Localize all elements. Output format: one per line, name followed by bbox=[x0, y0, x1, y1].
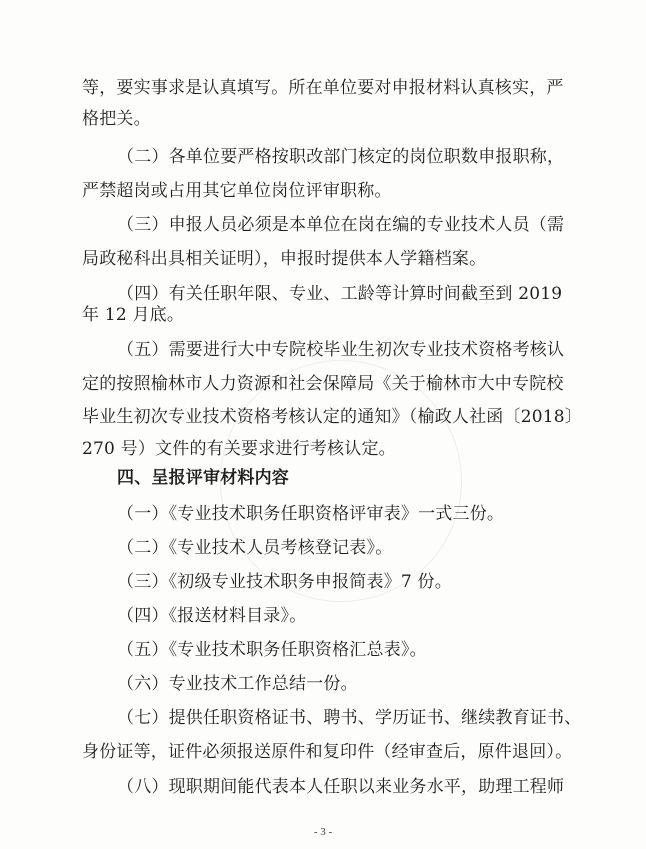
section-heading: 四、呈报评审材料内容 bbox=[117, 468, 289, 488]
text-line: （五）需要进行大中专院校毕业生初次专业技术资格考核认 bbox=[117, 340, 565, 360]
list-item: （四）《报送材料目录》。 bbox=[117, 606, 307, 626]
list-item: （五）《专业技术职务任职资格汇总表》。 bbox=[117, 640, 427, 660]
text-line: 定的按照榆林市人力资源和社会保障局《关于榆林市大中专院校 bbox=[82, 374, 564, 394]
list-item: （六）专业技术工作总结一份。 bbox=[117, 674, 358, 694]
list-item: 身份证等，证件必须报送原件和复印件（经审查后，原件退回）。 bbox=[82, 742, 573, 762]
text-line: 毕业生初次专业技术资格考核认定的通知》（榆政人社函〔2018〕 bbox=[82, 407, 582, 427]
text-line: 等，要实事求是认真填写。所在单位要对申报材料认真核实，严 bbox=[82, 78, 564, 98]
list-item: （三）《初级专业技术职务申报简表》7 份。 bbox=[117, 572, 452, 592]
text-line: 格把关。 bbox=[82, 109, 151, 129]
text-line: 严禁超岗或占用其它单位岗位评审职称。 bbox=[82, 181, 392, 201]
text-line: 年 12 月底。 bbox=[82, 305, 185, 325]
text-line: 270 号）文件的有关要求进行考核认定。 bbox=[82, 439, 396, 459]
text-line: 局政秘科出具相关证明），申报时提供本人学籍档案。 bbox=[82, 249, 487, 269]
text-line: （二）各单位要严格按职改部门核定的岗位职数申报职称， bbox=[117, 147, 565, 167]
list-item: （一）《专业技术职务任职资格评审表》一式三份。 bbox=[117, 504, 505, 524]
page-number: - 3 - bbox=[313, 826, 333, 838]
text-line: （四）有关任职年限、专业、工龄等计算时间截至到 2019 bbox=[117, 284, 563, 304]
list-item: （八）现职期间能代表本人任职以来业务水平，助理工程师 bbox=[117, 777, 565, 797]
text-line: （三）申报人员必须是本单位在岗在编的专业技术人员（需 bbox=[117, 215, 565, 235]
list-item: （七）提供任职资格证书、聘书、学历证书、继续教育证书、 bbox=[117, 708, 582, 728]
list-item: （二）《专业技术人员考核登记表》。 bbox=[117, 538, 393, 558]
